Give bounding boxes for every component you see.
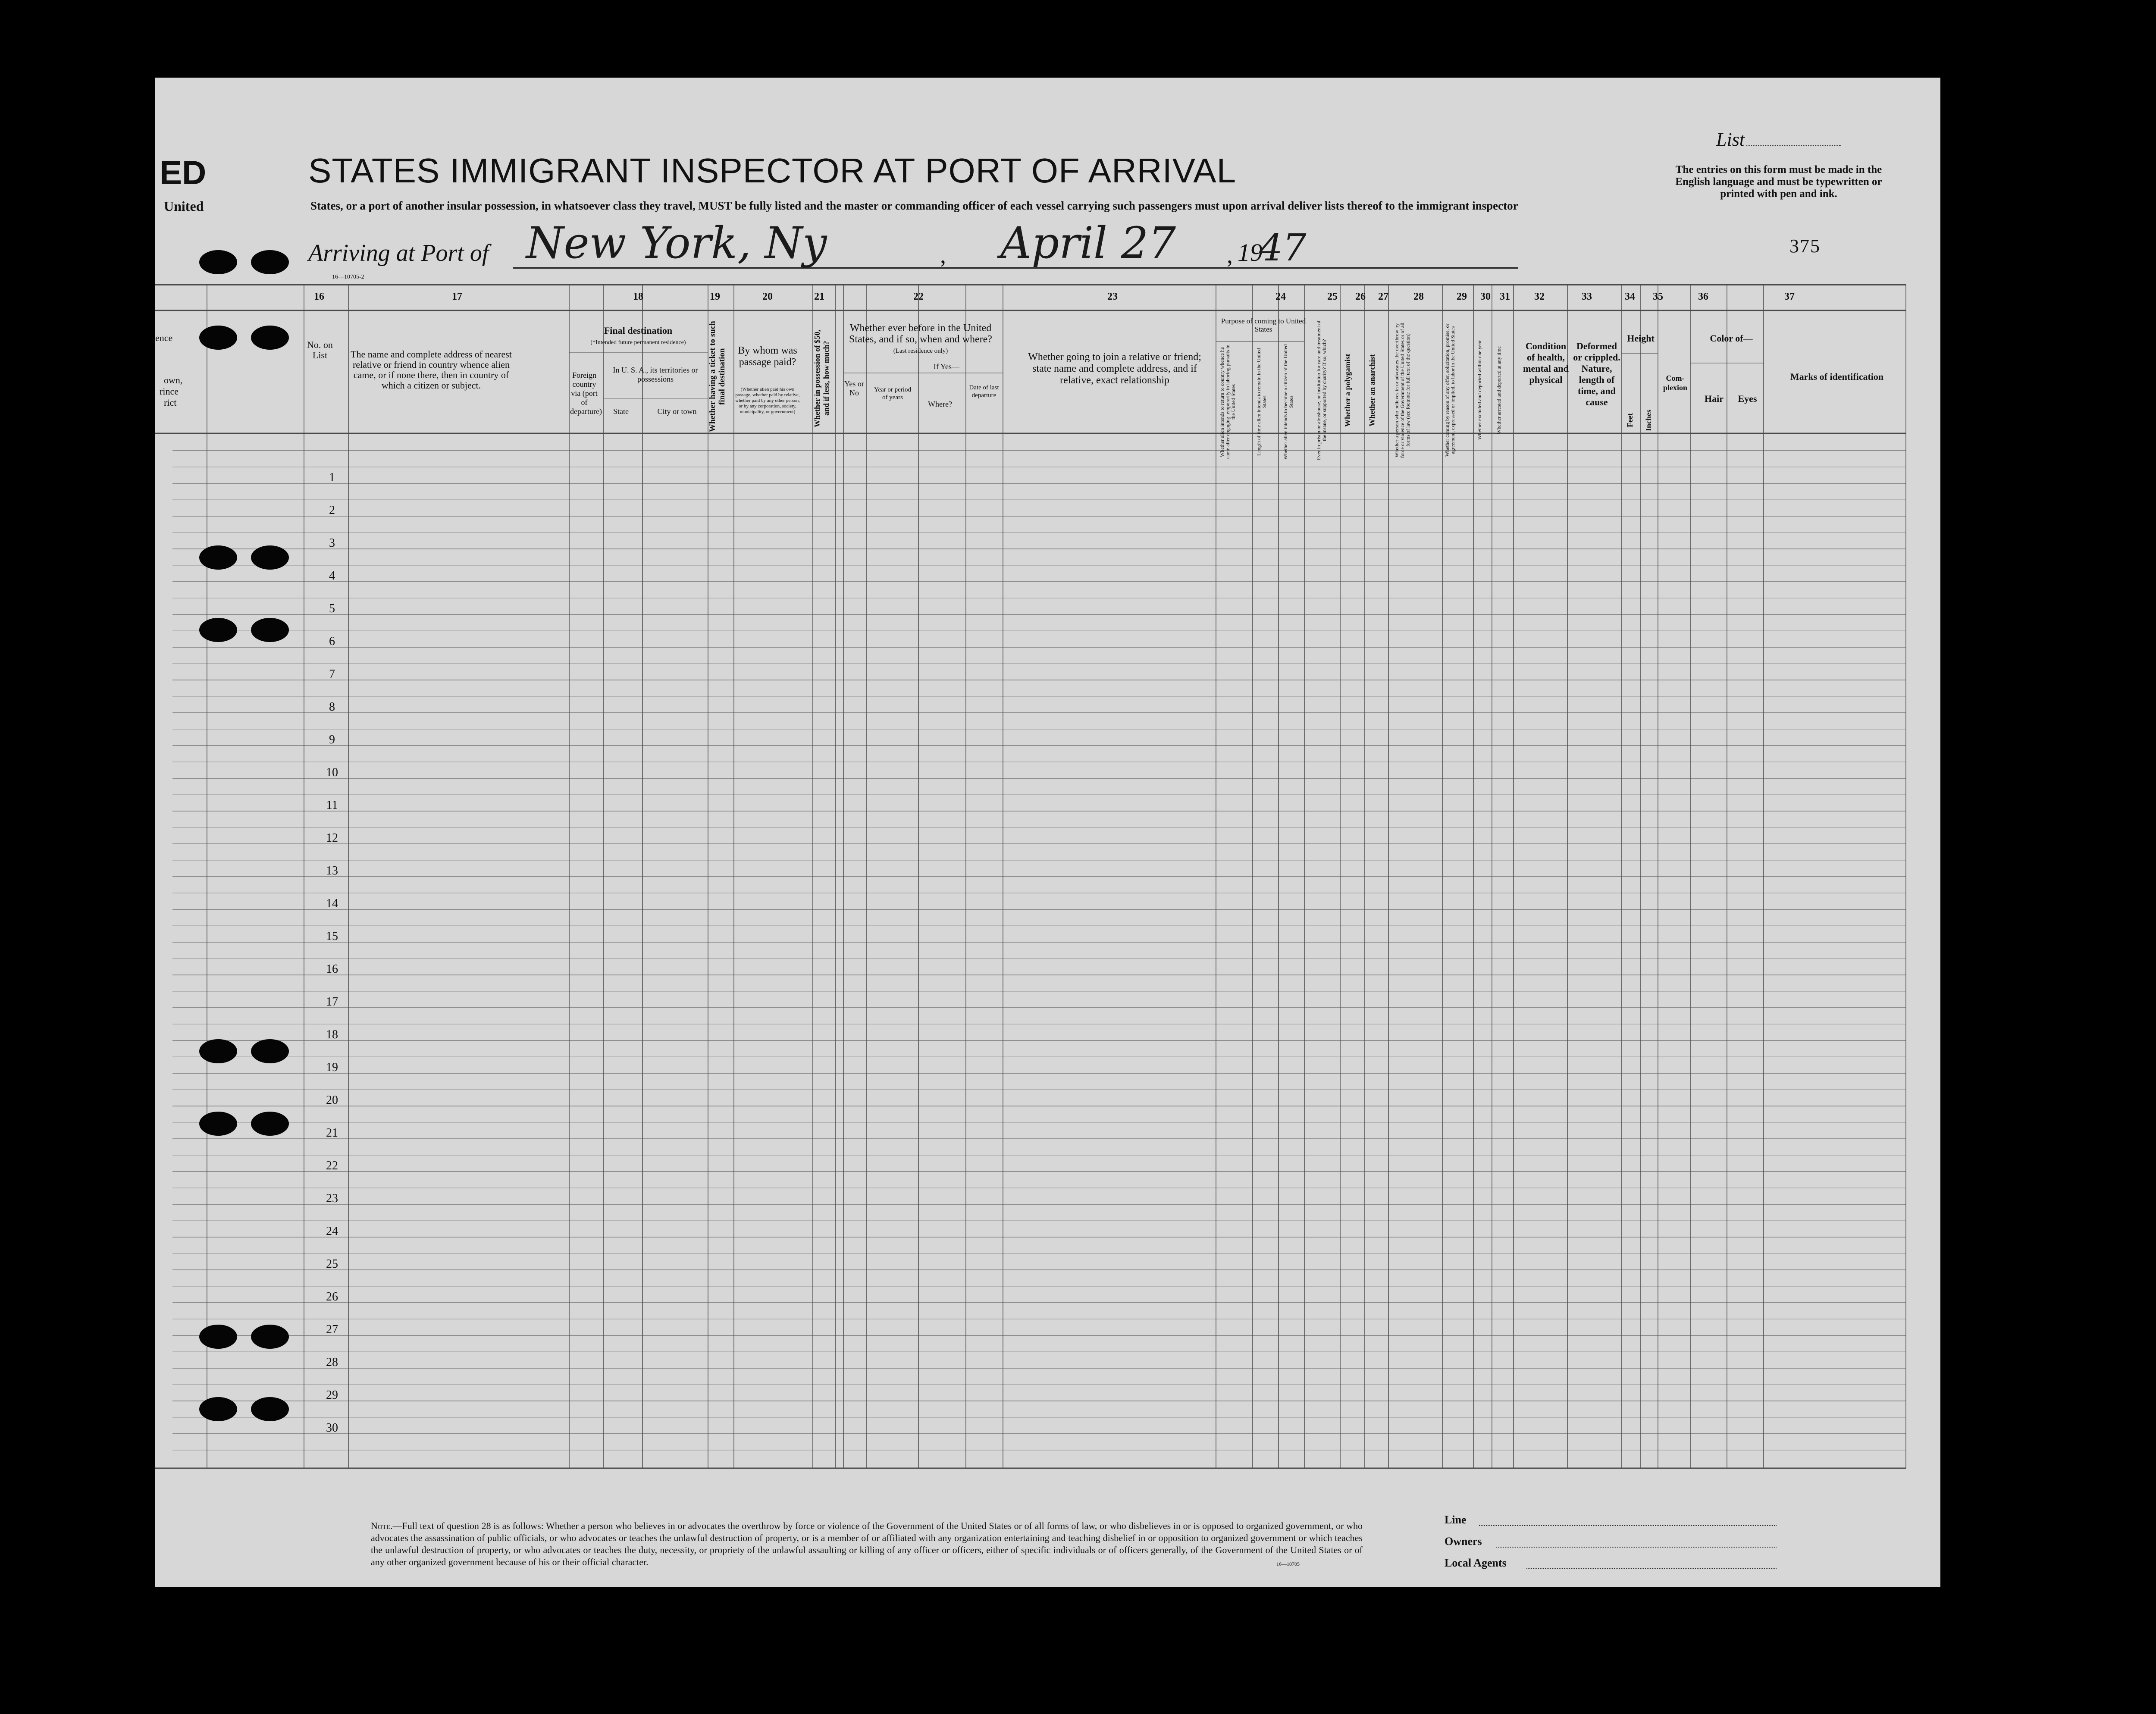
column-number: 26	[1355, 291, 1366, 302]
header-fifty-dollars: Whether in possession of $50, and if less, how much?	[813, 329, 830, 427]
row-number: 3	[329, 536, 335, 550]
column-number: 32	[1534, 291, 1545, 302]
header-purpose-length: Length of time alien intends to remain in the United States	[1256, 348, 1267, 456]
row-number: 18	[326, 1028, 338, 1041]
header-polygamist: Whether a polygamist	[1343, 354, 1352, 427]
header-health: Condition of health, mental and physical	[1523, 341, 1569, 385]
header-yes-no: Yes or No	[844, 379, 864, 397]
list-label: List	[1716, 129, 1745, 150]
header-ever-before: Whether ever before in the United States, and if so, when and where?	[849, 323, 992, 345]
form-code: 16—10705-2	[332, 274, 364, 280]
header-color-of: Color of—	[1710, 333, 1753, 344]
punch-hole	[251, 1397, 289, 1421]
column-number: 18	[633, 291, 643, 302]
row-number: 11	[326, 799, 338, 812]
row-number: 10	[326, 766, 338, 779]
punch-hole	[199, 1039, 237, 1063]
agents-label: Local Agents	[1445, 1557, 1507, 1569]
header-date-departure: Date of last departure	[969, 384, 999, 399]
row-number: 23	[326, 1192, 338, 1205]
punch-hole	[199, 1397, 237, 1421]
row-number: 5	[329, 602, 335, 615]
agents-blank	[1526, 1567, 1777, 1569]
row-number: 1	[329, 471, 335, 484]
entries-instruction: The entries on this form must be made in the English language and must be typewritten or printed with pen and ink.	[1675, 164, 1882, 200]
punch-hole	[251, 326, 289, 350]
manifest-sheet	[155, 78, 1940, 1587]
table-grid	[155, 78, 1940, 1587]
row-number: 26	[326, 1290, 338, 1304]
row-number: 20	[326, 1094, 338, 1107]
page-title: STATES IMMIGRANT INSPECTOR AT PORT OF ARRIVAL	[308, 151, 1237, 190]
footnote-lead: Note.	[371, 1520, 393, 1531]
row-number: 13	[326, 864, 338, 877]
column-number: 19	[710, 291, 720, 302]
printed-year-prefix: 19	[1238, 238, 1263, 266]
header-foreign-country: Foreign country via (port of departure)—	[570, 371, 602, 425]
handwritten-year: 47	[1259, 226, 1307, 269]
header-relative-address: The name and complete address of nearest relative or friend in country whence alien came, or if none there, then in country of which a citizen or subject.	[351, 349, 512, 391]
column-number: 17	[452, 291, 462, 302]
row-number: 14	[326, 897, 338, 910]
header-state: State	[613, 407, 629, 416]
header-anarchist: Whether an anarchist	[1368, 354, 1376, 426]
footnote	[371, 1520, 1363, 1568]
header-purpose: Purpose of coming to United States	[1221, 317, 1306, 333]
column-number: 24	[1275, 291, 1286, 302]
row-number: 6	[329, 635, 335, 648]
header-height: Height	[1627, 333, 1655, 344]
row-number: 27	[326, 1323, 338, 1336]
punch-hole	[251, 1112, 289, 1136]
owners-blank	[1496, 1546, 1777, 1548]
header-overthrow: Whether a person who believes in or advocates the overthrow by force or violence of the Government of the United States or of all forms of law (see footnote for full text of the question)	[1394, 323, 1411, 458]
column-number: 20	[762, 291, 773, 302]
header-labor-offer: Whether coming by reason of any offer, solicitation, promise, or agreement, expressed or implied, to labor in the United States	[1444, 323, 1456, 457]
header-if-yes: If Yes—	[933, 362, 959, 371]
column-number: 30	[1480, 291, 1491, 302]
row-number: 19	[326, 1061, 338, 1074]
column-number: 34	[1625, 291, 1635, 302]
header-ticket: Whether having a ticket to such final destination	[708, 321, 727, 432]
row-number: 29	[326, 1388, 338, 1402]
column-number: 33	[1582, 291, 1592, 302]
arriving-label: Arriving at Port of	[308, 240, 489, 266]
row-number: 28	[326, 1356, 338, 1369]
column-number: 31	[1500, 291, 1510, 302]
footer-code: 16—10705	[1276, 1561, 1300, 1567]
header-year-period: Year or period of years	[874, 386, 911, 401]
column-number: 25	[1327, 291, 1338, 302]
punch-hole	[199, 326, 237, 350]
column-number: 29	[1457, 291, 1467, 302]
page-number: 375	[1789, 235, 1821, 257]
row-number: 12	[326, 831, 338, 845]
left-fragment: ence	[155, 332, 173, 343]
header-left-fragment-2: United	[164, 198, 204, 214]
row-number: 15	[326, 930, 338, 943]
column-number: 16	[314, 291, 324, 302]
handwritten-date: April 27	[1000, 218, 1176, 268]
punch-hole	[199, 1325, 237, 1349]
header-eyes: Eyes	[1738, 393, 1757, 404]
header-arrested: Whether arrested and deported at any time	[1496, 346, 1502, 434]
punch-hole	[251, 250, 289, 274]
header-final-destination-note: (*Intended future permanent residence)	[590, 339, 686, 346]
row-number: 17	[326, 995, 338, 1009]
header-final-destination: Final destination	[604, 325, 673, 336]
header-passage-paid: By whom was passage paid?	[738, 345, 797, 368]
punch-hole	[251, 1039, 289, 1063]
punch-hole	[199, 1112, 237, 1136]
left-fragment: own,	[164, 375, 183, 385]
row-number: 8	[329, 700, 335, 714]
header-prison: Ever in prison or almshouse, or institution for care and treatment of the insane, or supported by charity? If so, which?	[1316, 320, 1327, 460]
left-fragment: rict	[164, 397, 177, 408]
header-last-residence: (Last residence only)	[893, 348, 948, 354]
header-marks: Marks of identification	[1790, 371, 1884, 382]
row-number: 2	[329, 504, 335, 517]
column-number: 27	[1378, 291, 1388, 302]
header-purpose-return: Whether alien intends to return to country whence he came after engaging temporarily in laboring pursuits in the United States	[1219, 345, 1236, 459]
row-number: 25	[326, 1257, 338, 1271]
row-number: 22	[326, 1159, 338, 1172]
handwritten-port: New York, Ny	[526, 218, 827, 268]
header-passage-note: (Whether alien paid his own passage, whether paid by relative, whether paid by any other person, or by any corporation, society, municipality, or government)	[735, 387, 800, 414]
header-join-relative: Whether going to join a relative or friend; state name and complete address, and if relative, exact relationship	[1028, 351, 1201, 386]
header-no-on-list: No. on List	[307, 339, 333, 360]
header-where: Where?	[928, 400, 952, 408]
column-number: 23	[1107, 291, 1118, 302]
page-subtitle: States, or a port of another insular possession, in whatsoever class they travel, MUST be fully listed and the master or commanding officer of each vessel carrying such passengers must upon arrival deliver lists thereof to the immigrant inspector	[310, 199, 1518, 212]
header-feet: Feet	[1626, 413, 1634, 428]
row-number: 7	[329, 667, 335, 681]
column-number: 28	[1413, 291, 1424, 302]
header-hair: Hair	[1705, 393, 1724, 404]
row-number: 21	[326, 1126, 338, 1140]
row-number: 24	[326, 1225, 338, 1238]
header-purpose-citizen: Whether alien intends to become a citizen of the United States	[1282, 344, 1294, 460]
owners-label: Owners	[1445, 1535, 1482, 1548]
column-number: 21	[814, 291, 824, 302]
punch-hole	[251, 545, 289, 570]
punch-hole	[251, 1325, 289, 1349]
line-blank	[1479, 1524, 1777, 1526]
comma-separator: ,	[1227, 242, 1233, 269]
row-number: 4	[329, 569, 335, 583]
line-label: Line	[1445, 1513, 1467, 1526]
header-city: City or town	[657, 407, 697, 416]
left-fragment: rince	[160, 386, 179, 397]
header-complexion: Com-plexion	[1663, 374, 1687, 392]
header-inches: Inches	[1644, 410, 1653, 432]
column-number: 35	[1653, 291, 1663, 302]
punch-hole	[199, 250, 237, 274]
footnote-text: —Full text of question 28 is as follows: Whether a person who believes in or advocates the overthrow by force or violence of the Government of the United States or of all forms of law, or who disbelieves in or is opposed to organized government, or who advocates the assassination of public officials, or who advocates or teaches the unlawful destruction of property, or is a member of or affiliated with any organization entertaining and teaching disbelief in or opposition to organized government or which teaches the unlawful destruction of property, or who advocates or teaches the duty, necessity, or propriety of the unlawful assaulting or killing of any officer or officers, either of specific individuals or of officers generally, of the Government of the United States or of any other organized government because of his or their official character.	[371, 1520, 1363, 1567]
column-number: 22	[913, 291, 924, 302]
header-in-usa: In U. S. A., its territories or possessions	[613, 366, 698, 383]
column-number: 37	[1784, 291, 1795, 302]
header-deformed: Deformed or crippled. Nature, length of time, and cause	[1573, 341, 1620, 407]
punch-hole	[199, 618, 237, 642]
header-left-fragment: ED	[160, 154, 207, 191]
row-number: 30	[326, 1421, 338, 1435]
row-number: 9	[329, 733, 335, 746]
punch-hole	[199, 545, 237, 570]
header-excluded: Whether excluded and deported within one year	[1476, 340, 1482, 440]
row-number: 16	[326, 962, 338, 976]
column-number: 36	[1698, 291, 1708, 302]
comma-separator: ,	[940, 242, 946, 269]
punch-hole	[251, 618, 289, 642]
